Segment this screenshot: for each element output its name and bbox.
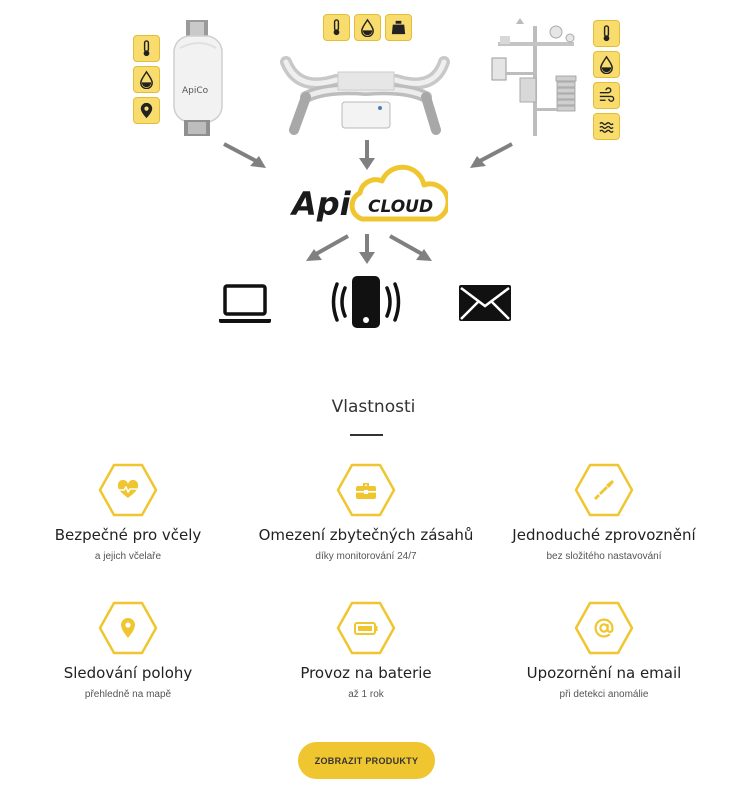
logo-api-text: Api <box>292 185 351 223</box>
location-pin-icon <box>116 616 140 640</box>
arrow-out-right <box>388 234 436 264</box>
feature-subtitle: až 1 rok <box>348 689 384 700</box>
device-brand-label: ApiCo <box>182 86 209 96</box>
thermometer-icon <box>593 20 620 47</box>
feature-subtitle: při detekci anomálie <box>559 689 649 700</box>
apicloud-logo <box>288 163 448 229</box>
thermometer-icon <box>323 14 350 41</box>
feature-hex <box>336 601 396 655</box>
feature-title: Omezení zbytečných zásahů <box>258 526 474 544</box>
feature-location-tracking <box>4 601 252 700</box>
laptop-icon <box>218 283 272 325</box>
show-products-button[interactable]: ZOBRAZIT PRODUKTY <box>298 742 435 779</box>
feature-title: Sledování polohy <box>63 664 193 682</box>
feature-fewer-interventions <box>242 463 490 562</box>
feature-title: Provoz na baterie <box>300 664 432 682</box>
feature-subtitle: přehledně na mapě <box>84 689 172 700</box>
phone-vibrate-icon <box>330 274 402 330</box>
screwdriver-icon <box>592 478 616 502</box>
weight-icon <box>385 14 412 41</box>
heart-pulse-icon <box>116 478 140 502</box>
feature-hex <box>574 601 634 655</box>
arrow-left-in <box>222 142 270 172</box>
arrow-out-center <box>358 234 376 266</box>
feature-subtitle: díky monitorování 24/7 <box>315 551 417 562</box>
wind-icon <box>593 82 620 109</box>
toolbox-icon <box>354 478 378 502</box>
drop-icon <box>593 51 620 78</box>
location-pin-icon <box>133 97 160 124</box>
logo-cloud-text: CLOUD <box>368 197 434 217</box>
section-title: Vlastnosti <box>331 397 416 417</box>
hive-sensor-device <box>168 18 228 140</box>
feature-easy-setup <box>480 463 728 562</box>
feature-hex <box>574 463 634 517</box>
battery-icon <box>354 616 378 640</box>
feature-hex <box>98 601 158 655</box>
waves-icon <box>593 113 620 140</box>
weather-station-device <box>486 16 586 136</box>
arrow-right-in <box>466 142 514 172</box>
feature-hex <box>336 463 396 517</box>
thermometer-icon <box>133 35 160 62</box>
feature-subtitle: a jejich včelaře <box>94 551 162 562</box>
at-sign-icon <box>592 616 616 640</box>
feature-title: Bezpečné pro včely <box>54 526 202 544</box>
feature-subtitle: bez složitého nastavování <box>546 551 662 562</box>
feature-bees-safe <box>4 463 252 562</box>
feature-battery <box>242 601 490 700</box>
envelope-icon <box>458 283 512 323</box>
feature-title: Jednoduché zprovoznění <box>512 526 696 544</box>
feature-title: Upozornění na email <box>526 664 682 682</box>
feature-email-alerts <box>480 601 728 700</box>
feature-hex <box>98 463 158 517</box>
arrow-out-left <box>304 234 352 264</box>
title-divider <box>350 434 383 436</box>
drop-icon <box>133 66 160 93</box>
hive-scale-device <box>276 42 454 142</box>
drop-icon <box>354 14 381 41</box>
apicloud-diagram <box>0 0 747 345</box>
